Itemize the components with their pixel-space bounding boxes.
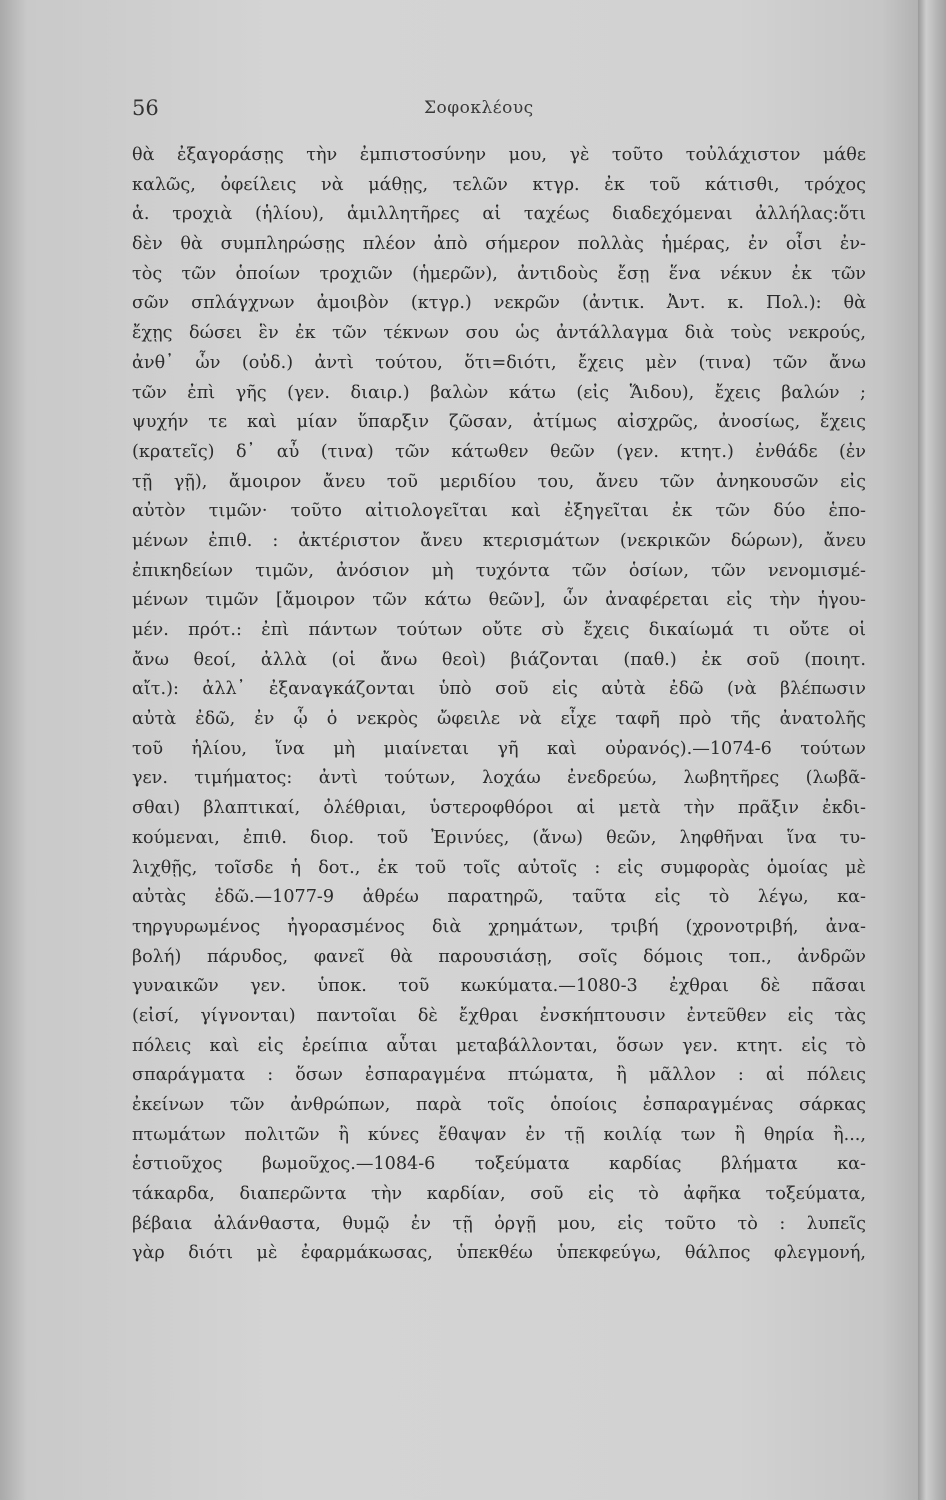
text-line: τάκαρδα, διαπερῶντα τὴν καρδίαν, σοῦ εἰς τὸ ἀφῆκα τοξεύματα, xyxy=(132,1184,866,1205)
text-line: μένων ἐπιθ. : ἀκτέριστον ἄνευ κτερισμάτων (νεκρικῶν δώρων), ἄνευ xyxy=(132,530,866,551)
page-edge xyxy=(918,0,946,1500)
text-line: μένων τιμῶν [ἄμοιρον τῶν κάτω θεῶν], ὧν ἀναφέρεται εἰς τὴν ἡγου- xyxy=(132,590,866,611)
running-title: Σοφοκλέους xyxy=(424,98,534,118)
text-line: σπαράγματα : ὅσων ἐσπαραγμένα πτώματα, ἢ μᾶλλον : αἱ πόλεις xyxy=(132,1065,866,1086)
text-line: καλῶς, ὀφείλεις νὰ μάθῃς, τελῶν κτγρ. ἐκ τοῦ κάτισθι, τρόχος xyxy=(132,174,866,195)
text-line: αὐτὰς ἐδῶ.—1077-9 ἀθρέω παρατηρῶ, ταῦτα εἰς τὸ λέγω, κα- xyxy=(132,887,866,908)
text-line: πόλεις καὶ εἰς ἐρείπια αὗται μεταβάλλονται, ὅσων γεν. κτητ. εἰς τὸ xyxy=(132,1035,866,1056)
text-line: θὰ ἐξαγοράσῃς τὴν ἐμπιστοσύνην μου, γὲ τοῦτο τοὐλάχιστον μάθε xyxy=(132,145,866,165)
page-number: 56 xyxy=(132,96,159,120)
text-line: τῶν ἐπὶ γῆς (γεν. διαιρ.) βαλὼν κάτω (εἰς Ἅιδου), ἔχεις βαλών ; xyxy=(132,382,866,403)
text-line: σῶν σπλάγχνων ἀμοιβὸν (κτγρ.) νεκρῶν (ἀντικ. Ἀντ. κ. Πολ.): θὰ xyxy=(132,293,866,314)
text-line: κούμεναι, ἐπιθ. διορ. τοῦ Ἐρινύες, (ἄνω) θεῶν, ληφθῆναι ἵνα τυ- xyxy=(132,827,866,848)
text-line: ἐπικηδείων τιμῶν, ἀνόσιον μὴ τυχόντα τῶν ὁσίων, τῶν νενομισμέ- xyxy=(132,560,866,581)
text-line: ψυχήν τε καὶ μίαν ὕπαρξιν ζῶσαν, ἀτίμως αἰσχρῶς, ἀνοσίως, ἔχεις xyxy=(132,412,866,433)
text-line: (κρατεῖς) δ᾽ αὖ (τινα) τῶν κάτωθεν θεῶν (γεν. κτητ.) ἐνθάδε (ἐν xyxy=(132,441,866,462)
text-line: ἔχῃς δώσει ἓν ἐκ τῶν τέκνων σου ὡς ἀντάλλαγμα διὰ τοὺς νεκρούς, xyxy=(132,323,866,344)
text-line: τηργυρωμένος ἠγορασμένος διὰ χρημάτων, τριβή (χρονοτριβή, ἀνα- xyxy=(132,916,866,937)
commentary-text xyxy=(132,141,866,1269)
text-line: πτωμάτων πολιτῶν ἢ κύνες ἔθαψαν ἐν τῇ κοιλίᾳ των ἢ θηρία ἢ..., xyxy=(132,1124,866,1145)
text-line: τῇ γῇ), ἄμοιρον ἄνευ τοῦ μεριδίου του, ἄνευ τῶν ἀνηκουσῶν εἰς xyxy=(132,471,866,492)
text-line: λιχθῇς, τοῖσδε ἡ δοτ., ἐκ τοῦ τοῖς αὐτοῖς : εἰς συμφορὰς ὁμοίας μὲ xyxy=(132,857,866,878)
text-line: (εἰσί, γίγνονται) παντοῖαι δὲ ἔχθραι ἐνσκήπτουσιν ἐντεῦθεν εἰς τὰς xyxy=(132,1005,866,1026)
text-line: βολή) πάρυδος, φανεῖ θὰ παρουσιάσῃ, σοῖς δόμοις τοπ., ἀνδρῶν xyxy=(132,946,866,967)
text-line: ἀνθ᾽ ὧν (οὐδ.) ἀντὶ τούτου, ὅτι=διότι, ἔχεις μὲν (τινα) τῶν ἄνω xyxy=(132,352,866,373)
page-header xyxy=(132,96,866,126)
text-line: ἐκείνων τῶν ἀνθρώπων, παρὰ τοῖς ὁποίοις ἐσπαραγμένας σάρκας xyxy=(132,1095,866,1115)
text-line: γυναικῶν γεν. ὑποκ. τοῦ κωκύματα.—1080-3 ἐχθραι δὲ πᾶσαι xyxy=(132,976,866,997)
text-line: γεν. τιμήματος: ἀντὶ τούτων, λοχάω ἐνεδρεύω, λωβητῆρες (λωβᾶ- xyxy=(132,768,866,789)
text-line: αὐτὰ ἐδῶ, ἐν ᾧ ὁ νεκρὸς ὤφειλε νὰ εἶχε ταφῆ πρὸ τῆς ἀνατολῆς xyxy=(132,709,866,730)
text-line: σθαι) βλαπτικαί, ὀλέθριαι, ὑστεροφθόροι αἱ μετὰ τὴν πρᾶξιν ἐκδι- xyxy=(132,798,866,819)
text-line: αὐτὸν τιμῶν· τοῦτο αἰτιολογεῖται καὶ ἐξηγεῖται ἐκ τῶν δύο ἑπο- xyxy=(132,501,866,522)
text-line: ἄνω θεοί, ἀλλὰ (οἱ ἄνω θεοὶ) βιάζονται (παθ.) ἐκ σοῦ (ποιητ. xyxy=(132,649,866,670)
text-line: δὲν θὰ συμπληρώσῃς πλέον ἀπὸ σήμερον πολλὰς ἡμέρας, ἐν οἷσι ἐν- xyxy=(132,234,866,255)
text-line: αἴτ.): ἀλλ᾽ ἐξαναγκάζονται ὑπὸ σοῦ εἰς αὐτὰ ἐδῶ (νὰ βλέπωσιν xyxy=(132,679,866,700)
text-line: μέν. πρότ.: ἐπὶ πάντων τούτων οὔτε σὺ ἔχεις δικαίωμά τι οὔτε οἱ xyxy=(132,620,866,640)
text-line: ἑστιοῦχος βωμοῦχος.—1084-6 τοξεύματα καρδίας βλήματα κα- xyxy=(132,1154,866,1175)
text-line: τὸς τῶν ὁποίων τροχιῶν (ἡμερῶν), ἀντιδοὺς ἔσῃ ἕνα νέκυν ἐκ τῶν xyxy=(132,263,866,284)
text-line: βέβαια ἀλάνθαστα, θυμῷ ἐν τῇ ὀργῇ μου, εἰς τοῦτο τὸ : λυπεῖς xyxy=(132,1213,866,1234)
text-line: ἁ. τροχιὰ (ἡλίου), ἁμιλλητῆρες αἱ ταχέως διαδεχόμεναι ἀλλήλας:ὅτι xyxy=(132,204,866,225)
text-line: τοῦ ἡλίου, ἵνα μὴ μιαίνεται γῆ καὶ οὐρανός).—1074-6 τούτων xyxy=(132,738,866,759)
text-line: γὰρ διότι μὲ ἐφαρμάκωσας, ὑπεκθέω ὑπεκφεύγω, θάλπος φλεγμονή, xyxy=(132,1243,866,1264)
